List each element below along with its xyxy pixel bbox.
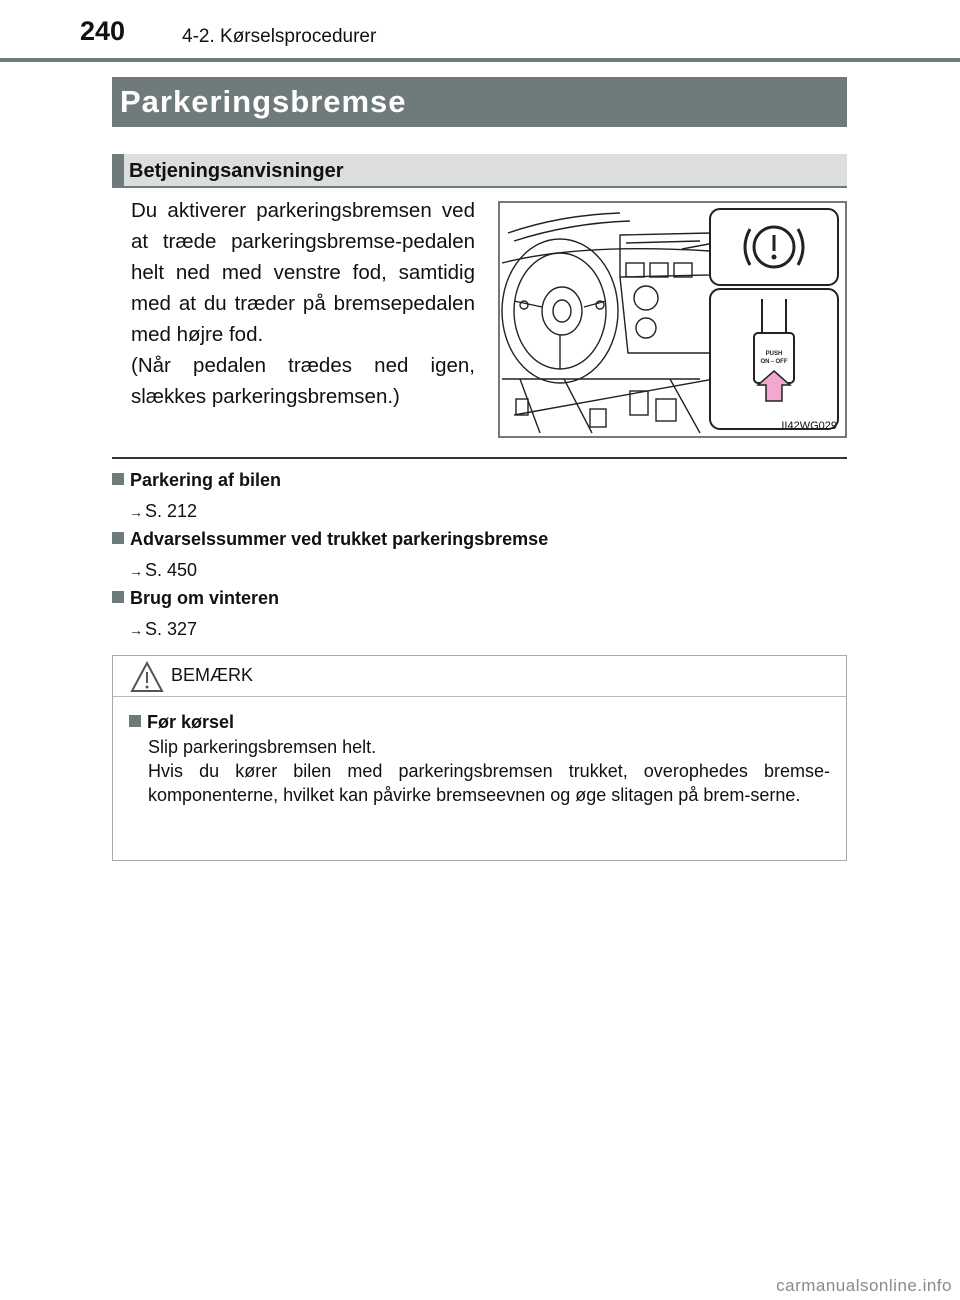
notice-header: [113, 656, 846, 697]
subsection-title: Betjeningsanvisninger: [129, 160, 344, 182]
page-header: [0, 0, 960, 64]
instructions-paragraph-1: Du aktiverer parkeringsbremsen ved at træde parkeringsbremse-pedalen helt ned med venstre fod, samtidig med at du træder på bremsepedalen med højre fod.: [131, 199, 475, 346]
bullet-square-icon: [112, 532, 124, 544]
notice-box: [112, 655, 847, 861]
notice-title: Før kørsel: [129, 712, 830, 733]
reference-item: [112, 588, 847, 640]
warning-triangle-icon: [129, 660, 165, 694]
subsection-bar: [112, 154, 124, 186]
instructions-text: [131, 195, 475, 412]
section-title: Parkeringsbremse: [112, 77, 847, 127]
bullet-square-icon: [129, 715, 141, 727]
figure-code: II42WG029: [781, 420, 837, 432]
page-reference-link[interactable]: → S. 327: [129, 619, 198, 639]
subsection-header: [112, 154, 847, 188]
dashboard-drawing: [500, 203, 845, 436]
page-reference-link[interactable]: → S. 212: [129, 501, 198, 521]
bullet-square-icon: [112, 473, 124, 485]
notice-body: [113, 712, 846, 807]
reference-item: [112, 529, 847, 581]
page-reference-link[interactable]: → S. 450: [129, 560, 198, 580]
reference-title: Parkering af bilen: [112, 470, 847, 491]
notice-line-1: Slip parkeringsbremsen helt.: [148, 737, 377, 757]
reference-item: [112, 470, 847, 522]
page-number: 240: [80, 16, 126, 46]
notice-text: [148, 735, 830, 807]
instructions-paragraph-2: (Når pedalen trædes ned igen, slækkes parkeringsbremsen.): [131, 354, 475, 408]
section-divider: [112, 457, 847, 459]
pedal-label-line1: PUSH: [765, 351, 783, 357]
notice-line-2: Hvis du kører bilen med parkeringsbremsen trukket, overophedes bremse-komponenterne, hvilket kan påvirke bremseevnen og øge slitagen på brem-serne.: [148, 761, 830, 805]
chapter-title: 4-2. Kørselsprocedurer: [182, 26, 377, 47]
arrow-right-icon: →: [129, 622, 143, 638]
arrow-right-icon: →: [129, 563, 143, 579]
reference-title: Brug om vinteren: [112, 588, 847, 609]
watermark: carmanualsonline.info: [776, 1276, 952, 1295]
dashboard-illustration: [498, 201, 847, 438]
notice-label: BEMÆRK: [171, 665, 254, 685]
reference-title: Advarselssummer ved trukket parkeringsbremse: [112, 529, 847, 550]
pedal-label-line2: ON⇔OFF: [760, 359, 788, 365]
bullet-square-icon: [112, 591, 124, 603]
arrow-right-icon: →: [129, 504, 143, 520]
header-rule: [0, 58, 960, 62]
